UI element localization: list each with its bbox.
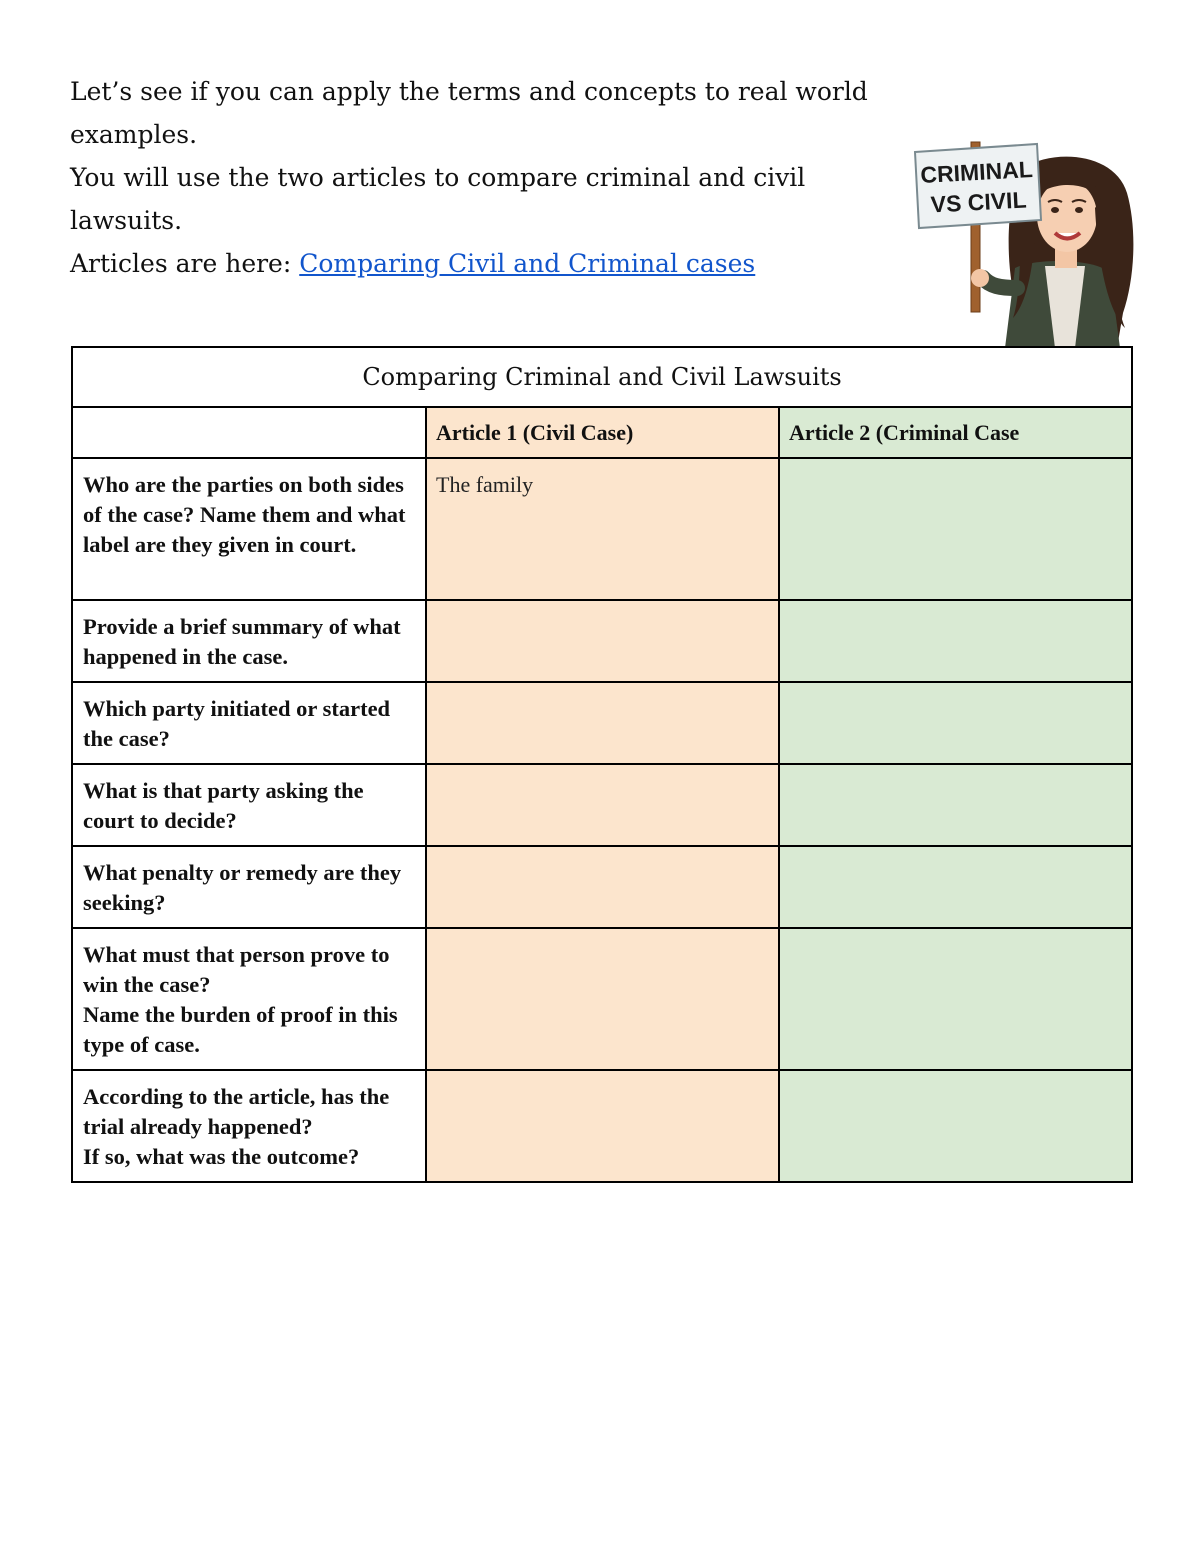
table-row <box>72 846 1132 928</box>
question-prove <box>72 928 426 1070</box>
criminal-vs-civil-sign <box>915 144 1041 228</box>
question-prove-line-2: Name the burden of proof in this type of case. <box>83 1002 398 1057</box>
question-initiated: Which party initiated or started the case? <box>72 682 426 764</box>
intro-line-2: You will use the two articles to compare criminal and civil lawsuits. <box>70 163 806 235</box>
table-title: Comparing Criminal and Civil Lawsuits <box>72 347 1132 407</box>
table-row <box>72 600 1132 682</box>
intro-text <box>70 70 910 285</box>
civil-answer-cell[interactable] <box>426 764 779 846</box>
criminal-answer-cell[interactable] <box>779 846 1132 928</box>
question-summary: Provide a brief summary of what happened in the case. <box>72 600 426 682</box>
civil-answer-cell[interactable] <box>426 682 779 764</box>
sign-line-1: CRIMINAL <box>919 156 1034 188</box>
sign-line-2: VS CIVIL <box>930 186 1028 218</box>
intro-line-1: Let’s see if you can apply the terms and concepts to real world examples. <box>70 77 868 149</box>
header-blank <box>72 407 426 458</box>
civil-answer-cell[interactable] <box>426 846 779 928</box>
question-trial-line-2: If so, what was the outcome? <box>83 1144 360 1169</box>
table-row <box>72 1070 1132 1182</box>
teacher-illustration <box>905 138 1140 348</box>
question-prove-line-1: What must that person prove to win the case? <box>83 942 390 997</box>
civil-answer-cell[interactable]: The family <box>426 458 779 600</box>
criminal-answer-cell[interactable] <box>779 682 1132 764</box>
table-row <box>72 458 1132 600</box>
civil-answer-cell[interactable] <box>426 928 779 1070</box>
question-parties: Who are the parties on both sides of the case? Name them and what label are they given in court. <box>72 458 426 600</box>
criminal-answer-cell[interactable] <box>779 764 1132 846</box>
articles-line <box>70 242 910 285</box>
table-row <box>72 928 1132 1070</box>
question-asking: What is that party asking the court to decide? <box>72 764 426 846</box>
civil-answer-cell[interactable] <box>426 600 779 682</box>
table-row <box>72 682 1132 764</box>
header-article-1: Article 1 (Civil Case) <box>426 407 779 458</box>
criminal-answer-cell[interactable] <box>779 928 1132 1070</box>
question-trial <box>72 1070 426 1182</box>
comparison-table <box>71 346 1133 1183</box>
civil-answer-cell[interactable] <box>426 1070 779 1182</box>
header-article-2: Article 2 (Criminal Case <box>779 407 1132 458</box>
table-row <box>72 764 1132 846</box>
articles-prefix: Articles are here: <box>70 249 300 278</box>
question-trial-line-1: According to the article, has the trial already happened? <box>83 1084 390 1139</box>
articles-link[interactable]: Comparing Civil and Criminal cases <box>299 249 756 278</box>
criminal-answer-cell[interactable] <box>779 1070 1132 1182</box>
criminal-answer-cell[interactable] <box>779 458 1132 600</box>
criminal-answer-cell[interactable] <box>779 600 1132 682</box>
question-penalty: What penalty or remedy are they seeking? <box>72 846 426 928</box>
